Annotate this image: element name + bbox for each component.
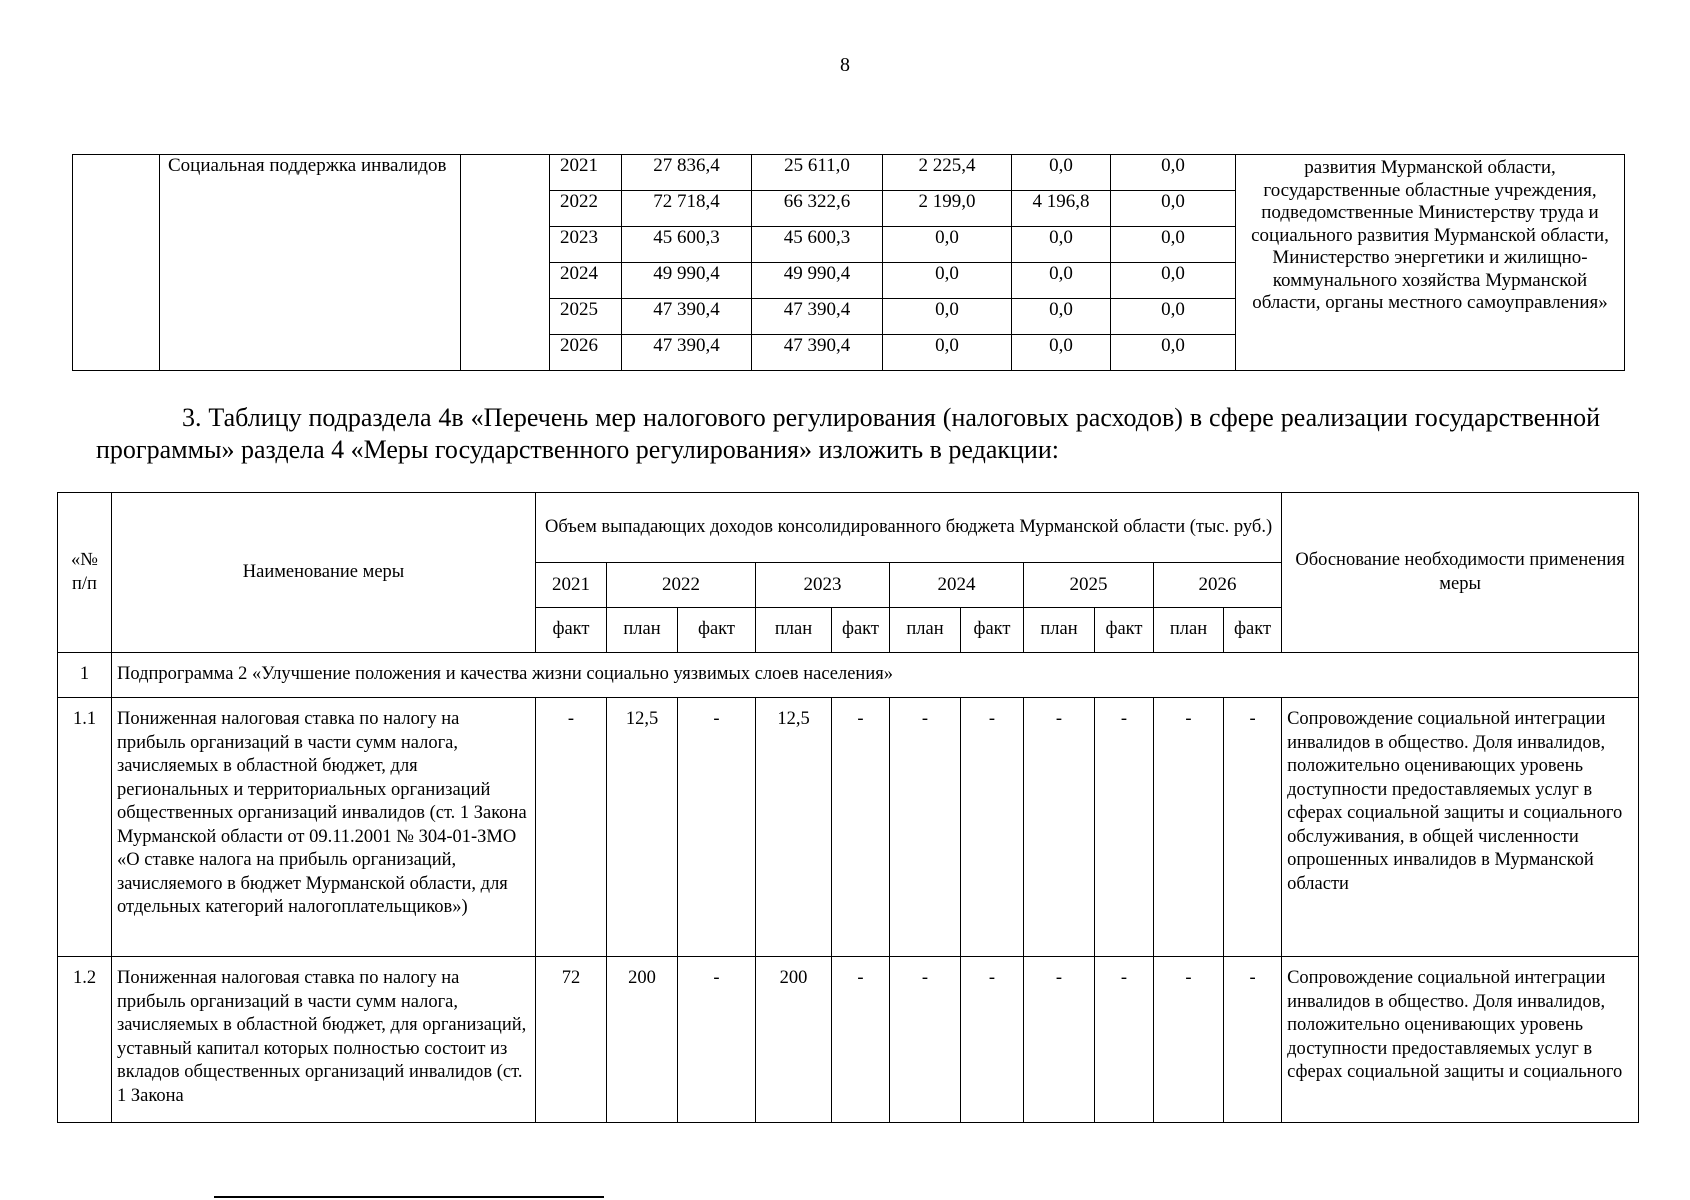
top-table-value: 0,0 bbox=[1111, 155, 1236, 191]
top-table-value: 47 390,4 bbox=[752, 299, 883, 335]
header-justification: Обоснование необходимости применения меры bbox=[1282, 493, 1639, 653]
row-value: - bbox=[1024, 957, 1095, 1123]
top-table-value: 72 718,4 bbox=[622, 191, 752, 227]
top-table-value: 4 196,8 bbox=[1012, 191, 1111, 227]
top-table-value: 2 199,0 bbox=[883, 191, 1012, 227]
header-year: 2023 bbox=[756, 563, 890, 608]
top-table-measure: Социальная поддержка инвалидов bbox=[160, 155, 461, 371]
row-measure-name: Пониженная налоговая ставка по налогу на прибыль организаций в части сумм налога, зачисляемых в областной бюджет, для организаций, уставный капитал которых полностью состоит из вкладов общественных организаций инвалидов (ст. 1 Закона bbox=[112, 957, 536, 1123]
header-fact: факт bbox=[961, 608, 1024, 653]
header-plan: план bbox=[607, 608, 678, 653]
header-fact: факт bbox=[536, 608, 607, 653]
top-table-value: 0,0 bbox=[1111, 227, 1236, 263]
header-plan: план bbox=[756, 608, 832, 653]
top-table-empty-cell bbox=[461, 155, 550, 371]
top-table-value: 27 836,4 bbox=[622, 155, 752, 191]
top-table-value: 0,0 bbox=[1111, 191, 1236, 227]
top-table-value: 47 390,4 bbox=[752, 335, 883, 371]
top-table-value: 47 390,4 bbox=[622, 335, 752, 371]
top-table-value: 49 990,4 bbox=[752, 263, 883, 299]
top-table-value: 0,0 bbox=[1012, 335, 1111, 371]
row-value: - bbox=[536, 698, 607, 957]
row-value: 12,5 bbox=[607, 698, 678, 957]
header-year: 2022 bbox=[607, 563, 756, 608]
row-value: - bbox=[961, 957, 1024, 1123]
top-table-value: 0,0 bbox=[1111, 335, 1236, 371]
top-table-year: 2022 bbox=[550, 191, 622, 227]
top-table-value: 0,0 bbox=[1111, 299, 1236, 335]
table-row bbox=[58, 957, 1639, 1123]
header-plan: план bbox=[1154, 608, 1224, 653]
header-year: 2024 bbox=[890, 563, 1024, 608]
row-value: - bbox=[1154, 957, 1224, 1123]
top-table-empty-cell bbox=[73, 155, 160, 371]
top-table-year: 2026 bbox=[550, 335, 622, 371]
row-value: - bbox=[1095, 957, 1154, 1123]
row-value: 12,5 bbox=[756, 698, 832, 957]
header-year: 2021 bbox=[536, 563, 607, 608]
top-table-row bbox=[73, 155, 1625, 191]
top-table-year: 2024 bbox=[550, 263, 622, 299]
top-table-value: 0,0 bbox=[883, 263, 1012, 299]
top-table-year: 2025 bbox=[550, 299, 622, 335]
top-table-value: 66 322,6 bbox=[752, 191, 883, 227]
row-value: 72 bbox=[536, 957, 607, 1123]
row-justification: Сопровождение социальной интеграции инвалидов в общество. Доля инвалидов, положительно оценивающих уровень доступности предоставляемых услуг в сферах социальной защиты и социального bbox=[1282, 957, 1639, 1123]
row-number: 1.2 bbox=[58, 957, 112, 1123]
header-fact: факт bbox=[832, 608, 890, 653]
header-plan: план bbox=[1024, 608, 1095, 653]
footnote-divider bbox=[214, 1196, 604, 1198]
top-table-value: 0,0 bbox=[1012, 263, 1111, 299]
row-value: - bbox=[832, 957, 890, 1123]
subprogram-title: Подпрограмма 2 «Улучшение положения и качества жизни социально уязвимых слоев населения» bbox=[112, 653, 1639, 698]
top-table-year: 2021 bbox=[550, 155, 622, 191]
tax-measures-table bbox=[57, 492, 1639, 1123]
row-value: - bbox=[961, 698, 1024, 957]
row-value: - bbox=[890, 698, 961, 957]
row-value: - bbox=[890, 957, 961, 1123]
header-fact: факт bbox=[1224, 608, 1282, 653]
row-value: - bbox=[1024, 698, 1095, 957]
top-table-value: 0,0 bbox=[883, 299, 1012, 335]
row-value: - bbox=[678, 957, 756, 1123]
row-number: 1.1 bbox=[58, 698, 112, 957]
header-volume: Объем выпадающих доходов консолидированного бюджета Мурманской области (тыс. руб.) bbox=[536, 493, 1282, 563]
row-value: - bbox=[1154, 698, 1224, 957]
top-table-value: 0,0 bbox=[883, 227, 1012, 263]
top-table-value: 47 390,4 bbox=[622, 299, 752, 335]
top-table-executor: развития Мурманской области, государственные областные учреждения, подведомственные Министерству труда и социального развития Мурманской области, Министерство энергетики и жилищно-коммунального хозяйства Мурманской области, органы местного самоуправления» bbox=[1236, 155, 1625, 371]
row-value: - bbox=[832, 698, 890, 957]
page-number: 8 bbox=[840, 54, 850, 76]
top-table-value: 0,0 bbox=[1012, 155, 1111, 191]
top-table-value: 0,0 bbox=[1012, 299, 1111, 335]
row-value: 200 bbox=[607, 957, 678, 1123]
top-table-value: 0,0 bbox=[883, 335, 1012, 371]
row-measure-name: Пониженная налоговая ставка по налогу на прибыль организаций в части сумм налога, зачисляемых в областной бюджет, для региональных и территориальных организаций общественных организаций инвалидов (ст. 1 Закона Мурманской области от 09.11.2001 № 304-01-ЗМО «О ставке налога на прибыль организаций, зачисляемого в бюджет Мурманской области, для отдельных категорий налогоплательщиков») bbox=[112, 698, 536, 957]
header-number: «№ п/п bbox=[58, 493, 112, 653]
top-table-value: 45 600,3 bbox=[752, 227, 883, 263]
table-row bbox=[58, 698, 1639, 957]
top-table-value: 0,0 bbox=[1012, 227, 1111, 263]
row-value: - bbox=[1224, 698, 1282, 957]
header-year: 2025 bbox=[1024, 563, 1154, 608]
header-row bbox=[58, 493, 1639, 563]
top-table-value: 2 225,4 bbox=[883, 155, 1012, 191]
subprogram-row bbox=[58, 653, 1639, 698]
row-value: - bbox=[1224, 957, 1282, 1123]
instruction-paragraph: 3. Таблицу подраздела 4в «Перечень мер налогового регулирования (налоговых расходов) в сфере реализации государственной программы» раздела 4 «Меры государственного регулирования» изложить в редакции: bbox=[96, 403, 1600, 464]
header-plan: план bbox=[890, 608, 961, 653]
top-table-value: 0,0 bbox=[1111, 263, 1236, 299]
top-table-value: 45 600,3 bbox=[622, 227, 752, 263]
row-value: - bbox=[678, 698, 756, 957]
row-value: - bbox=[1095, 698, 1154, 957]
header-measure-name: Наименование меры bbox=[112, 493, 536, 653]
header-year: 2026 bbox=[1154, 563, 1282, 608]
top-table-value: 49 990,4 bbox=[622, 263, 752, 299]
header-fact: факт bbox=[1095, 608, 1154, 653]
header-fact: факт bbox=[678, 608, 756, 653]
row-justification: Сопровождение социальной интеграции инвалидов в общество. Доля инвалидов, положительно оценивающих уровень доступности предоставляемых услуг в сферах социальной защиты и социального обслуживания, в общей численности опрошенных инвалидов в Мурманской области bbox=[1282, 698, 1639, 957]
top-table-value: 25 611,0 bbox=[752, 155, 883, 191]
top-table bbox=[72, 154, 1625, 371]
row-value: 200 bbox=[756, 957, 832, 1123]
subprogram-number: 1 bbox=[58, 653, 112, 698]
top-table-year: 2023 bbox=[550, 227, 622, 263]
